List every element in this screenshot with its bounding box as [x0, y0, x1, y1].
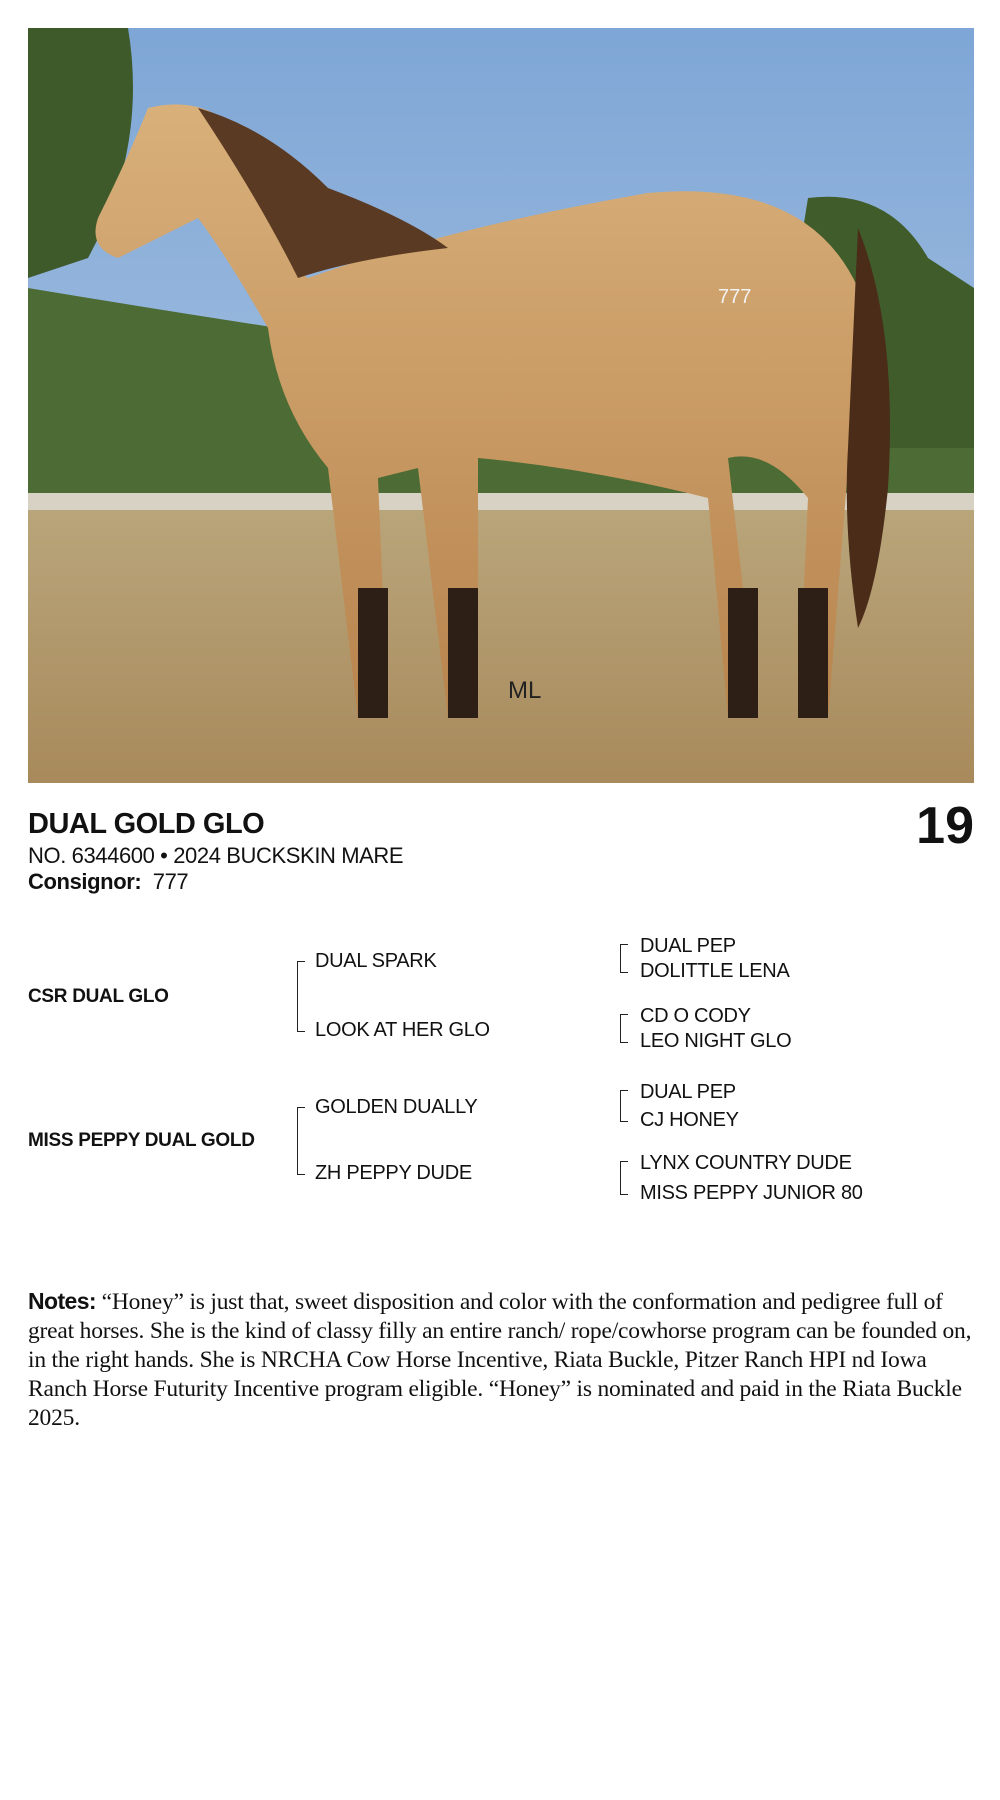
horse-photo	[28, 28, 974, 783]
pedigree-sdd: LEO NIGHT GLO	[640, 1030, 792, 1052]
notes	[28, 1287, 974, 1433]
pedigree-dam-sire: GOLDEN DUALLY	[315, 1096, 478, 1118]
bracket	[297, 961, 305, 1032]
bracket	[620, 1090, 628, 1122]
bracket	[620, 944, 628, 973]
pedigree-dss: DUAL PEP	[640, 1081, 736, 1103]
pedigree-sire-sire: DUAL SPARK	[315, 950, 437, 972]
notes-label: Notes:	[28, 1288, 96, 1314]
consignor	[28, 869, 188, 895]
registration-info: NO. 6344600 • 2024 BUCKSKIN MARE	[28, 843, 404, 868]
pedigree-ssd: DOLITTLE LENA	[640, 960, 790, 982]
consignor-value: 777	[152, 869, 189, 894]
pedigree-sds: CD O CODY	[640, 1005, 751, 1027]
watermark: ML	[508, 677, 542, 704]
horse-name: DUAL GOLD GLO	[28, 808, 265, 840]
bracket	[620, 1014, 628, 1043]
pedigree-sire: CSR DUAL GLO	[28, 986, 169, 1007]
brand-mark: 777	[718, 286, 752, 308]
pedigree-sss: DUAL PEP	[640, 935, 736, 957]
pedigree-dds: LYNX COUNTRY DUDE	[640, 1152, 852, 1174]
bracket	[620, 1161, 628, 1195]
consignor-label: Consignor:	[28, 869, 142, 894]
lot-number: 19	[916, 797, 974, 855]
pedigree-dam: MISS PEPPY DUAL GOLD	[28, 1130, 255, 1151]
pedigree-dsd: CJ HONEY	[640, 1109, 739, 1131]
pedigree-dam-dam: ZH PEPPY DUDE	[315, 1162, 472, 1184]
notes-text: “Honey” is just that, sweet disposition and color with the conformation and pedigree full of great horses. She is the kind of classy filly an entire ranch/ rope/cowhorse program can be founded on, in the right hands. She is NRCHA Cow Horse Incentive, Riata Buckle, Pitzer Ranch HPI nd Iowa Ranch Horse Futurity Incentive program eligible. “Honey” is nominated and paid in the Riata Buckle 2025.	[28, 1289, 972, 1431]
bracket	[297, 1107, 305, 1175]
pedigree-ddd: MISS PEPPY JUNIOR 80	[640, 1182, 863, 1204]
pedigree-sire-dam: LOOK AT HER GLO	[315, 1019, 490, 1041]
